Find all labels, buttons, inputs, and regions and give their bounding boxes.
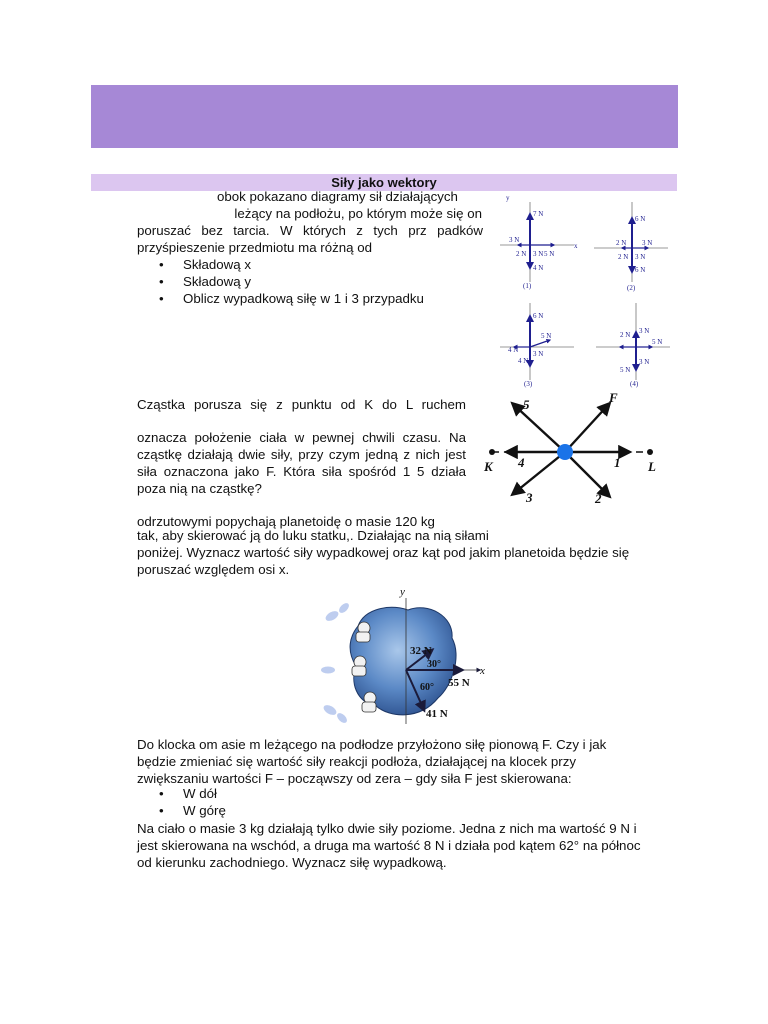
page-title: Siły jako wektory	[331, 175, 437, 190]
list-item: • W górę	[137, 803, 226, 820]
q2-line: oznacza położenie ciała w pewnej chwili czasu. Na	[137, 430, 466, 445]
force-label: 2 N	[616, 239, 627, 247]
force-label: 3 N	[635, 253, 646, 261]
angle-30-label: 30°	[427, 659, 441, 670]
force-1-label: 1	[614, 455, 621, 470]
q1-line: poruszać bez tarcia. W których z tych prz padków	[137, 223, 483, 238]
force-label: 3 N	[642, 239, 653, 247]
q1-bullet-list	[137, 257, 424, 308]
force-f-label: F	[609, 392, 618, 405]
force-41n-label: 41 N	[426, 708, 448, 720]
q4-bullet-list	[137, 786, 226, 820]
particle-forces-figure	[478, 392, 670, 516]
force-5-label: 5	[523, 397, 530, 412]
list-item: • Składową x	[137, 257, 424, 274]
force-label: 5 N	[652, 338, 663, 346]
force-label: 2 N	[618, 253, 629, 261]
q4-line: Do klocka om asie m leżącego na podłodze przyłożono siłę pionową F. Czy i jak	[137, 737, 607, 752]
header-band	[91, 85, 678, 148]
q3-line: tak, aby skierować ją do luku statku,. Działając na nią siłami	[137, 528, 489, 543]
force-2-label: 2	[595, 491, 602, 506]
force-label: 4 N	[508, 346, 519, 354]
force-label: 4 N	[518, 357, 529, 365]
panel-caption: (3)	[524, 380, 533, 388]
panel-caption: (1)	[523, 282, 532, 290]
q2-line: siła oznaczona jako F. Która siła spośród 1 5 działa	[137, 464, 466, 479]
list-item: • Składową y	[137, 274, 424, 291]
panel-caption: (4)	[630, 380, 639, 388]
q4-line: zwiększaniu wartości F – począwszy od zera – gdy siła F jest skierowana:	[137, 771, 572, 786]
panel-caption: (2)	[627, 284, 636, 292]
force-label: 5 N	[620, 366, 631, 374]
force-4-label: 4	[518, 455, 525, 470]
force-label: 4 N	[533, 264, 544, 272]
point-k-label: K	[484, 459, 493, 474]
force-label: 6 N	[533, 312, 544, 320]
force-55n-label: 55 N	[448, 677, 470, 689]
angle-60-label: 60°	[420, 682, 434, 693]
axis-label: y	[400, 586, 405, 598]
q1-line: przyśpieszenie przedmiotu ma różną od	[137, 240, 373, 255]
force-label: 3 N	[639, 358, 650, 366]
q2-line: Cząstka porusza się z punktu od K do L ruchem	[137, 397, 466, 412]
force-label: 3 N	[639, 327, 650, 335]
axis-label: x	[574, 242, 578, 250]
force-3-label: 3	[526, 490, 533, 505]
force-diagrams-figure	[496, 190, 686, 390]
q2-line: cząstkę działają dwie siły, przy czym jedną z nich jest	[137, 447, 466, 462]
q5-line: Na ciało o masie 3 kg działają tylko dwie siły poziome. Jedna z nich ma wartość 9 N i	[137, 821, 637, 836]
axis-label: y	[506, 194, 510, 202]
q4-line: będzie zmieniać się wartość siły reakcji podłoża, działającej na klocek przy	[137, 754, 576, 769]
q2-line: poza nią na cząstkę?	[137, 481, 262, 496]
q3-line: poniżej. Wyznacz wartość siły wypadkowej oraz kąt pod jakim planetoida będzie się	[137, 545, 630, 560]
force-label: 5 N	[541, 332, 552, 340]
q1-line: obok pokazano diagramy sił działających	[217, 189, 458, 204]
point-l-label: L	[648, 459, 656, 474]
planetoid-figure	[320, 586, 492, 730]
q3-line: poruszać względem osi x.	[137, 562, 290, 577]
force-label: 7 N	[533, 210, 544, 218]
force-label: 6 N	[635, 266, 646, 274]
force-label: 3 N	[533, 250, 544, 258]
force-label: 6 N	[635, 215, 646, 223]
force-label: 3 N	[509, 236, 520, 244]
force-32n-label: 32 N	[410, 645, 432, 657]
q1-line: leżący na podłożu, po którym może się on	[234, 206, 482, 221]
force-label: 2 N	[620, 331, 631, 339]
q5-line: od kierunku zachodniego. Wyznacz siłę wypadkową.	[137, 855, 447, 870]
force-label: 5 N	[544, 250, 555, 258]
list-item: • Oblicz wypadkową siłę w 1 i 3 przypadku	[137, 291, 424, 308]
force-label: 2 N	[516, 250, 527, 258]
axis-label: x	[480, 665, 485, 677]
q5-line: jest skierowana na wschód, a druga ma wartość 8 N i działa pod kątem 62° na północ	[137, 838, 641, 853]
q3-line: odrzutowymi popychają planetoidę o masie 120 kg	[137, 514, 435, 529]
list-item: • W dół	[137, 786, 226, 803]
force-label: 3 N	[533, 350, 544, 358]
